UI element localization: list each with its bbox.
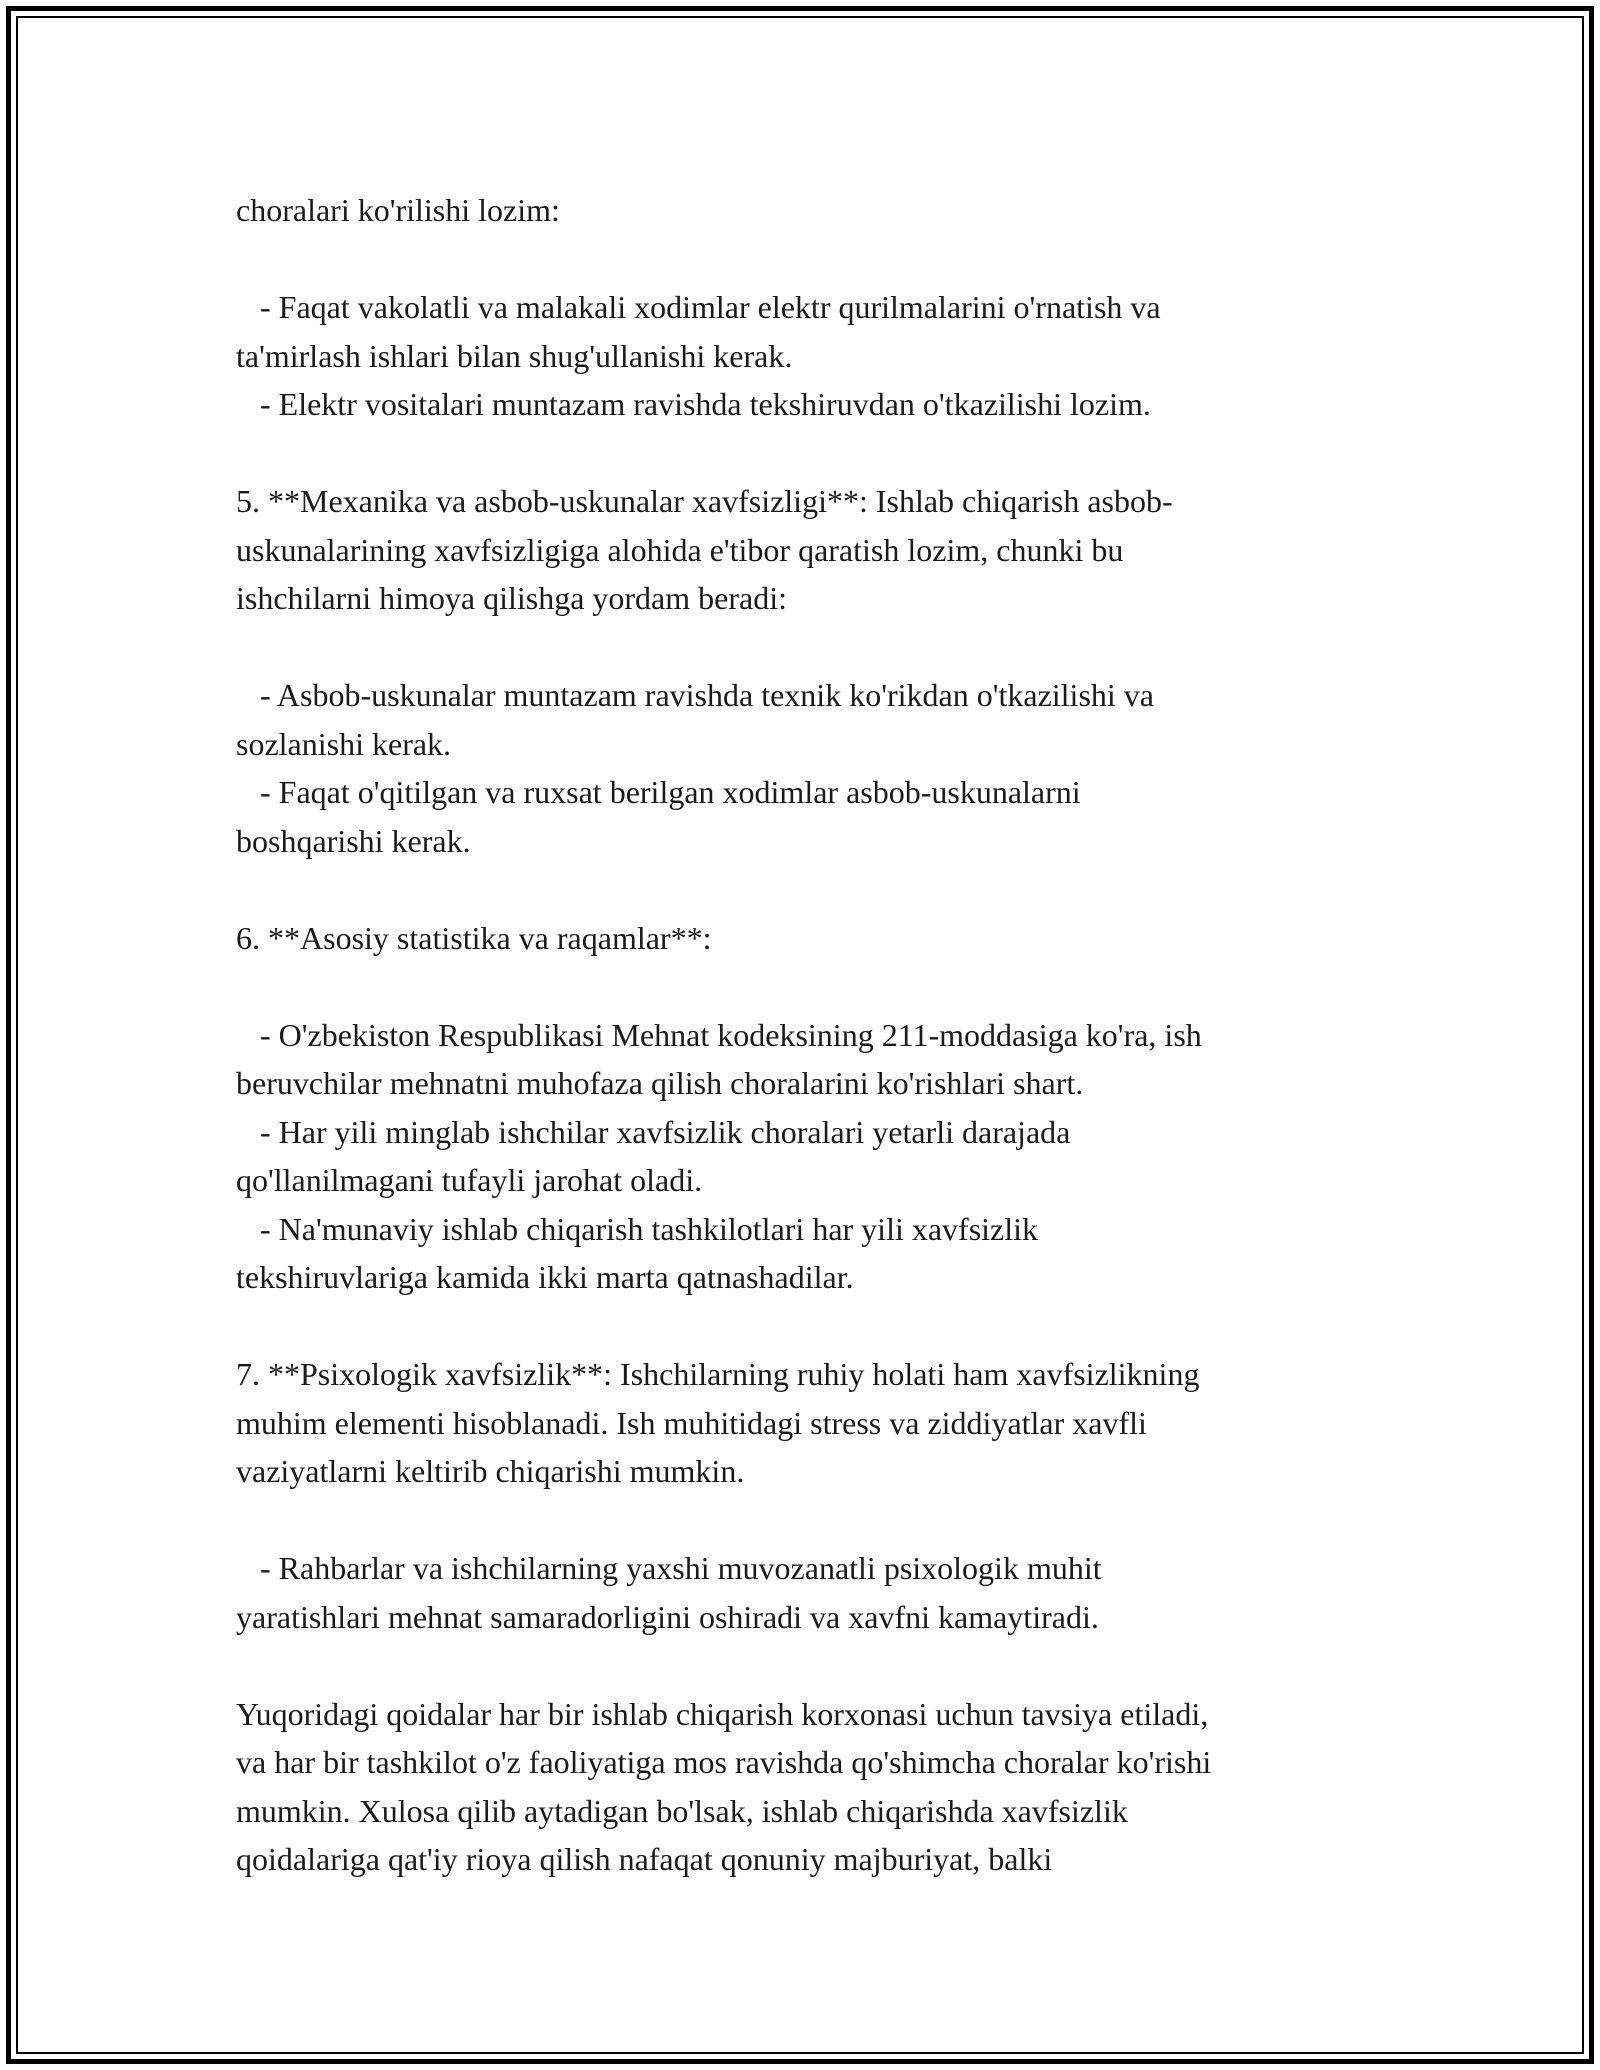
text-line: - Har yili minglab ishchilar xavfsizlik choralari yetarli darajada (236, 1113, 1071, 1150)
text-line: beruvchilar mehnatni muhofaza qilish choralarini ko'rishlari shart. (236, 1065, 1084, 1101)
blank-line (236, 962, 1366, 1011)
text-line: - Na'munaviy ishlab chiqarish tashkilotlari har yili xavfsizlik (236, 1210, 1039, 1247)
blank-line (236, 1641, 1366, 1690)
text-line: vaziyatlarni keltirib chiqarishi mumkin. (236, 1453, 745, 1489)
blank-line (236, 623, 1366, 672)
blank-line (236, 235, 1366, 284)
text-line: qoidalariga qat'iy rioya qilish nafaqat qonuniy majburiyat, balki (236, 1841, 1053, 1877)
blank-line (236, 865, 1366, 914)
text-line: tekshiruvlariga kamida ikki marta qatnashadilar. (236, 1259, 854, 1295)
blank-line (236, 1302, 1366, 1351)
text-line: ta'mirlash ishlari bilan shug'ullanishi kerak. (236, 337, 793, 374)
text-line: uskunalarining xavfsizligiga alohida e'tibor qaratish lozim, chunki bu (236, 531, 1124, 568)
text-line: yaratishlari mehnat samaradorligini oshiradi va xavfni kamaytiradi. (236, 1598, 1099, 1635)
text-line: qo'llanilmagani tufayli jarohat oladi. (236, 1162, 703, 1198)
blank-line (236, 429, 1366, 478)
text-line: Yuqoridagi qoidalar har bir ishlab chiqarish korxonasi uchun tavsiya etiladi, (236, 1695, 1209, 1732)
text-line: boshqarishi kerak. (236, 822, 471, 859)
section-heading-line: 7. **Psixologik xavfsizlik**: Ishchilarning ruhiy holati ham xavfsizlikning (236, 1356, 1200, 1392)
section-heading-line: 5. **Mexanika va asbob-uskunalar xavfsizligi**: Ishlab chiqarish asbob- (236, 483, 1173, 519)
text-line: sozlanishi kerak. (236, 725, 452, 762)
text-line: - Elektr vositalari muntazam ravishda tekshiruvdan o'tkazilishi lozim. (236, 386, 1151, 422)
text-line: - O'zbekiston Respublikasi Mehnat kodeksining 211-moddasiga ko'ra, ish (236, 1016, 1202, 1053)
text-line: - Asbob-uskunalar muntazam ravishda texnik ko'rikdan o'tkazilishi va (236, 677, 1154, 713)
text-line: muhim elementi hisoblanadi. Ish muhitidagi stress va ziddiyatlar xavfli (236, 1404, 1147, 1441)
text-line: - Faqat o'qitilgan va ruxsat berilgan xodimlar asbob-uskunalarni (236, 774, 1081, 810)
blank-line (236, 1496, 1366, 1545)
text-line: choralari ko'rilishi lozim: (236, 192, 560, 228)
text-line: - Rahbarlar va ishchilarning yaxshi muvozanatli psixologik muhit (236, 1550, 1102, 1586)
text-line: - Faqat vakolatli va malakali xodimlar elektr qurilmalarini o'rnatish va (236, 289, 1161, 325)
text-line: mumkin. Xulosa qilib aytadigan bo'lsak, ishlab chiqarishda xavfsizlik (236, 1792, 1128, 1829)
section-heading-line: 6. **Asosiy statistika va raqamlar**: (236, 919, 712, 956)
text-line: ishchilarni himoya qilishga yordam beradi: (236, 580, 787, 616)
document-body (236, 186, 1366, 1884)
text-line: va har bir tashkilot o'z faoliyatiga mos ravishda qo'shimcha choralar ko'rishi (236, 1744, 1212, 1780)
